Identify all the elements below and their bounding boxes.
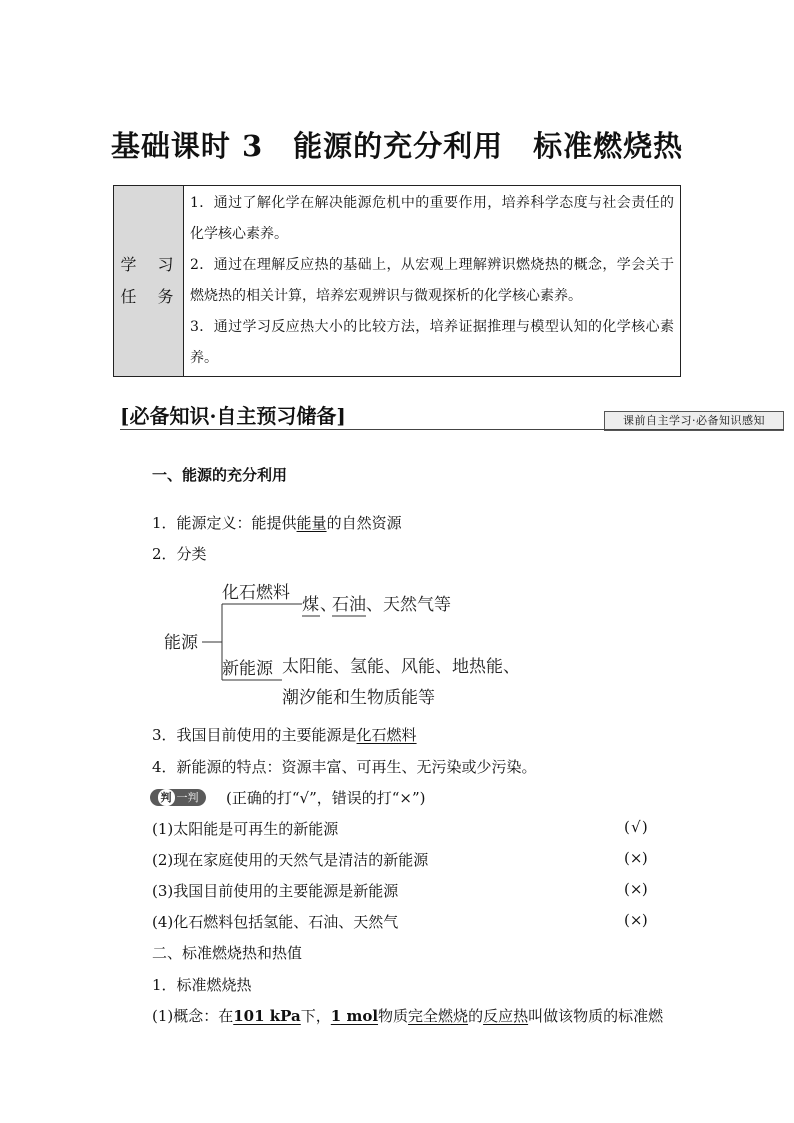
diagram-separator: 、	[320, 595, 337, 615]
judge-item: (3)我国目前使用的主要能源是新能源	[152, 882, 399, 900]
judge-answer: (×)	[624, 911, 648, 929]
standard-combustion-heat-concept: (1)概念：在101 kPa下，1 mol物质完全燃烧的反应热叫做该物质的标准燃	[152, 1007, 664, 1025]
reaction-heat-blank: 反应热	[483, 1007, 529, 1025]
tasks-label-line2: 任 务	[120, 287, 182, 306]
learning-tasks-label	[114, 186, 184, 377]
tasks-label-line1: 学 习	[120, 255, 182, 274]
combustion-blank: 完全燃烧	[408, 1007, 469, 1025]
judge-item: (1)太阳能是可再生的新能源	[152, 820, 339, 838]
diagram-new-energy-list-2: 潮汐能和生物质能等	[282, 688, 435, 708]
diagram-fossil-fuel: 化石燃料	[222, 583, 290, 603]
task-item: 2．通过在理解反应热的基础上，从宏观上理解辨识燃烧热的概念，学会关于燃烧热的相关计算，培养宏观辨识与微观探析的化学核心素养。	[190, 257, 674, 304]
section-heading: [必备知识·自主预习储备]	[120, 404, 346, 428]
main-energy-statement: 3．我国目前使用的主要能源是化石燃料	[152, 726, 417, 744]
judge-badge: 判 一判	[150, 789, 206, 806]
section-tag: 课前自主学习·必备知识感知	[604, 411, 784, 431]
judge-answer: (√)	[624, 818, 648, 836]
diagram-new-energy-list-1: 太阳能、氢能、风能、地热能、	[282, 657, 520, 677]
learning-tasks-content	[184, 186, 681, 377]
part2-subheading: 1．标准燃烧热	[152, 976, 252, 994]
definition-blank: 能量	[296, 514, 327, 532]
judge-answer: (×)	[624, 880, 648, 898]
energy-definition: 1．能源定义：能提供能量的自然资源	[152, 514, 402, 532]
page-title: 基础课时 3 能源的充分利用 标准燃烧热	[110, 129, 684, 163]
energy-classification-diagram	[150, 572, 570, 712]
diagram-fossil-rest: 、天然气等	[366, 595, 451, 615]
section-divider	[120, 429, 784, 430]
main-energy-blank: 化石燃料	[356, 726, 417, 744]
judge-instruction: (正确的打“√”，错误的打“×”)	[226, 789, 426, 807]
judge-item: (4)化石燃料包括氢能、石油、天然气	[152, 913, 399, 931]
new-energy-features: 4．新能源的特点：资源丰富、可再生、无污染或少污染。	[152, 758, 537, 776]
classification-label: 2．分类	[152, 545, 207, 563]
task-item: 1．通过了解化学在解决能源危机中的重要作用，培养科学态度与社会责任的化学核心素养。	[190, 195, 674, 242]
diagram-coal: 煤	[302, 595, 319, 615]
diagram-oil: 石油	[332, 595, 366, 615]
part1-heading: 一、能源的充分利用	[152, 466, 288, 484]
task-item: 3．通过学习反应热大小的比较方法，培养证据推理与模型认知的化学核心素养。	[190, 319, 674, 366]
learning-tasks-table	[113, 185, 681, 377]
amount-blank: 1 mol	[330, 1007, 379, 1025]
diagram-new-energy: 新能源	[222, 659, 273, 679]
judge-answer: (×)	[624, 849, 648, 867]
part2-heading: 二、标准燃烧热和热值	[152, 944, 303, 962]
pressure-blank: 101 kPa	[233, 1007, 301, 1025]
judge-item: (2)现在家庭使用的天然气是清洁的新能源	[152, 851, 429, 869]
diagram-root: 能源	[164, 633, 198, 653]
